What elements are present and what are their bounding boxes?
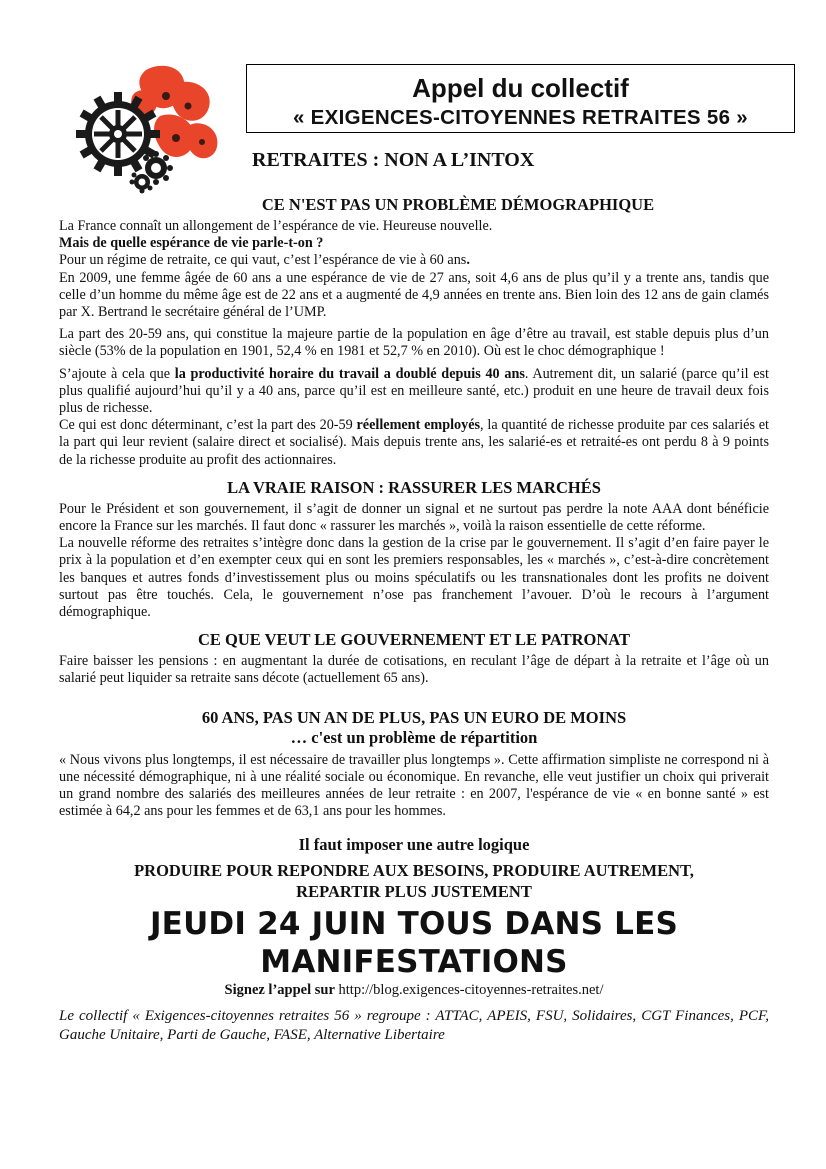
- paragraph: Pour un régime de retraite, ce qui vaut, c’est l’espérance de vie à 60 ans.: [59, 252, 470, 269]
- sign-label: Signez l’appel sur: [224, 982, 335, 999]
- gears-and-poppies-icon: [76, 62, 226, 202]
- section-heading-gouvernement: CE QUE VEUT LE GOUVERNEMENT ET LE PATRONAT: [198, 630, 630, 650]
- paragraph: La part des 20-59 ans, qui constitue la majeure partie de la population en âge d’être au travail, est stable depuis plus d’un siècle (53% de la population en 1901, 52,4 % en 1981 et 52,7 % en 2010). Où est le choc démographique !: [59, 326, 769, 360]
- sign-petition-line: [59, 982, 769, 999]
- section-heading-raison: LA VRAIE RAISON : RASSURER LES MARCHÉS: [227, 477, 601, 497]
- paragraph: La France connaît un allongement de l’espérance de vie. Heureuse nouvelle.: [59, 218, 493, 234]
- header-subtitle: « EXIGENCES-CITOYENNES RETRAITES 56 »: [292, 106, 748, 129]
- collectif-members: Le collectif « Exigences-citoyennes retraites 56 » regroupe : ATTAC, APEIS, FSU, Solidaires, CGT Finances, PCF, Gauche Unitaire, Parti de Gauche, FASE, Alternative Libertaire: [59, 1007, 769, 1043]
- closing-produire-line2: REPARTIR PLUS JUSTEMENT: [296, 882, 532, 902]
- content: [59, 194, 769, 1045]
- petition-link[interactable]: http://blog.exigences-citoyennes-retraites.net/: [334, 982, 604, 999]
- section-heading-soixante: 60 ANS, PAS UN AN DE PLUS, PAS UN EURO DE MOINS: [201, 707, 627, 727]
- page-tagline: RETRAITES : NON A L’INTOX: [252, 149, 535, 171]
- paragraph: S’ajoute à cela que la productivité horaire du travail a doublé depuis 40 ans. Autrement dit, un salarié (parce qu’il est plus qualifié aujourd’hui qu’il y a 40 ans, parce qu’il est en meilleure santé, etc.) produit en une heure de travail deux fois plus de richesse.: [59, 365, 769, 417]
- section-subheading-repartition: … c'est un problème de répartition: [290, 727, 538, 747]
- section-heading-demographie: CE N'EST PAS UN PROBLÈME DÉMOGRAPHIQUE: [261, 195, 655, 214]
- paragraph: Mais de quelle espérance de vie parle-t-on ?: [59, 235, 324, 252]
- paragraph: « Nous vivons plus longtemps, il est nécessaire de travailler plus longtemps ». Cette affirmation simpliste ne correspond ni à une nécessité démographique, ni à une réalité sociale ou économique. En revanche, elle veut justifier un choix qui priverait un grand nombre des salariés des meilleures années de leur retraite : en 2007, l'espérance de vie « en bonne santé » est estimée à 64,2 ans pour les femmes et de 63,1 ans pour les hommes.: [59, 751, 769, 820]
- closing-produire-line1: PRODUIRE POUR REPONDRE AUX BESOINS, PRODUIRE AUTREMENT,: [134, 861, 694, 881]
- header-box: [246, 64, 795, 133]
- paragraph: Ce qui est donc déterminant, c’est la part des 20-59 réellement employés, la quantité de richesse produite par ces salariés et la part qui leur revient (salaire direct et socialisé). Mais depuis trente ans, les salarié-es et retraité-es ont perdu 8 à 9 points de la richesse produite au profit des actionnaires.: [59, 417, 769, 468]
- paragraph: En 2009, une femme âgée de 60 ans a une espérance de vie de 27 ans, soit 4,6 ans de plus qu’il y a trente ans, tandis que celle d’un homme du même âge est de 22 ans et a augmenté de 4,9 années en trente ans. Bien loin des 12 ans de gain clamés par X. Bertrand le secrétaire général de l’UMP.: [59, 269, 769, 321]
- paragraph: Pour le Président et son gouvernement, il s’agit de donner un signal et ne surtout pas perdre la note AAA dont bénéficie encore la France sur les marchés. Il faut donc « rassurer les marchés », voilà la raison essentielle de cette réforme.: [59, 500, 769, 535]
- call-to-action-banner: JEUDI 24 JUIN TOUS DANS LES MANIFESTATIONS: [149, 906, 679, 981]
- closing-heading-logique: Il faut imposer une autre logique: [298, 835, 530, 855]
- paragraph: Faire baisser les pensions : en augmentant la durée de cotisations, en reculant l’âge de départ à la retraite et l’âge où un salarié peut liquider sa retraite sans décote (actuellement 65 ans).: [59, 653, 769, 687]
- header-title: Appel du collectif: [412, 73, 629, 103]
- paragraph: La nouvelle réforme des retraites s’intègre donc dans la gestion de la crise par le gouvernement. Il s’agit d’en faire payer le prix à la population et d’en exempter ceux qui en sont les premiers responsables, les « marchés », c’est-à-dire concrètement les banques et autres fonds d’investissement plus ou moins spéculatifs ou les transnationales dont les profits ne doivent surtout pas être touchés. Cela, le gouvernement n’ose pas franchement l’avouer. D’où le recours à l’argument démographique.: [59, 535, 769, 621]
